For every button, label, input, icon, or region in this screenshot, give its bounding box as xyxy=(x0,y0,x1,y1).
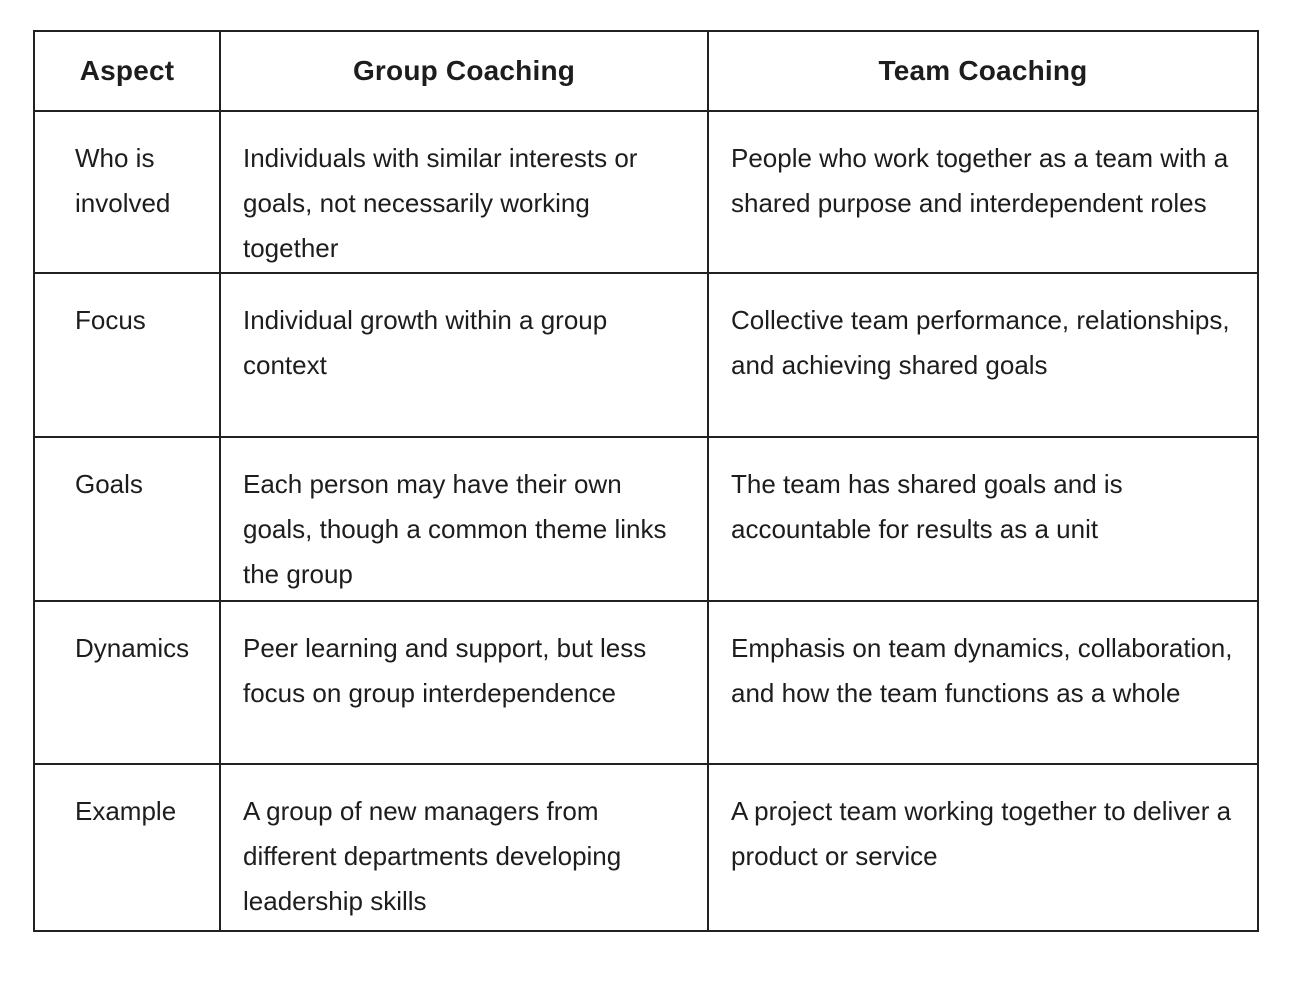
group-coaching-cell-who-is-involved: Individuals with similar interests or goals, not necessarily working together xyxy=(221,112,709,274)
group-coaching-cell-goals: Each person may have their own goals, though a common theme links the group xyxy=(221,438,709,602)
team-coaching-cell-goals: The team has shared goals and is accountable for results as a unit xyxy=(709,438,1257,602)
column-header-team-coaching: Team Coaching xyxy=(709,32,1257,112)
comparison-table xyxy=(33,30,1259,932)
aspect-cell-focus: Focus xyxy=(35,274,221,438)
group-coaching-cell-dynamics: Peer learning and support, but less focus on group interdependence xyxy=(221,602,709,765)
aspect-cell-who-is-involved: Who is involved xyxy=(35,112,221,274)
aspect-cell-goals: Goals xyxy=(35,438,221,602)
aspect-cell-dynamics: Dynamics xyxy=(35,602,221,765)
team-coaching-cell-who-is-involved: People who work together as a team with a shared purpose and interdependent roles xyxy=(709,112,1257,274)
column-header-aspect: Aspect xyxy=(35,32,221,112)
team-coaching-cell-dynamics: Emphasis on team dynamics, collaboration, and how the team functions as a whole xyxy=(709,602,1257,765)
group-coaching-cell-focus: Individual growth within a group context xyxy=(221,274,709,438)
aspect-cell-example: Example xyxy=(35,765,221,930)
column-header-group-coaching: Group Coaching xyxy=(221,32,709,112)
group-coaching-cell-example: A group of new managers from different departments developing leadership skills xyxy=(221,765,709,930)
team-coaching-cell-example: A project team working together to deliver a product or service xyxy=(709,765,1257,930)
team-coaching-cell-focus: Collective team performance, relationships, and achieving shared goals xyxy=(709,274,1257,438)
